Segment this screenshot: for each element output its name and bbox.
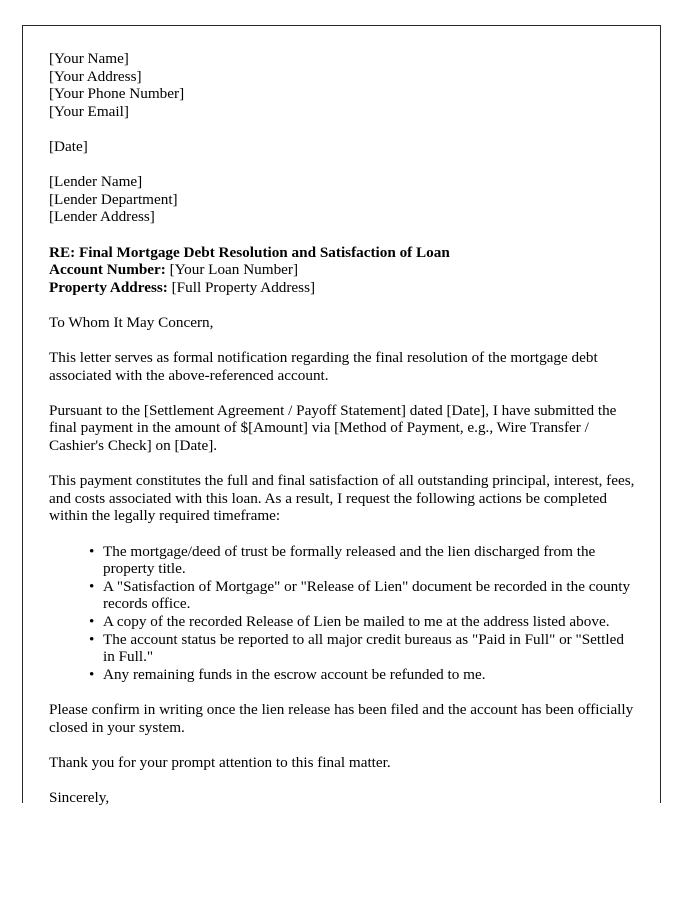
requested-actions-list xyxy=(49,543,635,684)
lender-address: [Lender Address] xyxy=(49,208,155,226)
intro-paragraph-block xyxy=(49,349,635,384)
satisfaction-paragraph: This payment constitutes the full and final satisfaction of all outstanding principal, interest, fees, and costs associated with this loan. As a result, I request the following actions be completed within the legally required timeframe: xyxy=(49,472,635,525)
re-text: Final Mortgage Debt Resolution and Satisfaction of Loan xyxy=(78,243,450,261)
closing-block xyxy=(49,789,635,807)
property-address-label: Property Address: xyxy=(49,278,168,296)
date-line: [Date] xyxy=(49,137,88,155)
confirm-paragraph: Please confirm in writing once the lien release has been filed and the account has been officially closed in your system. xyxy=(49,700,634,736)
account-number-line xyxy=(49,261,635,279)
sender-address: [Your Address] xyxy=(49,67,142,85)
list-item: • A copy of the recorded Release of Lien be mailed to me at the address listed above. xyxy=(89,613,635,631)
letter-page xyxy=(22,25,661,806)
list-item: • A "Satisfaction of Mortgage" or "Release of Lien" document be recorded in the county records office. xyxy=(89,578,635,613)
lender-name: [Lender Name] xyxy=(49,173,143,191)
sender-email: [Your Email] xyxy=(49,102,129,120)
letter-body xyxy=(49,50,635,807)
payment-paragraph: Pursuant to the [Settlement Agreement / Payoff Statement] dated [Date], I have submitted the final payment in the amount of $[Amount] via [Method of Payment, e.g., Wire Transfer / Cashier's Check] on [Date]. xyxy=(49,401,617,455)
thanks-paragraph: Thank you for your prompt attention to this final matter. xyxy=(49,753,391,771)
payment-paragraph-block xyxy=(49,402,635,455)
confirm-paragraph-block xyxy=(49,701,635,736)
thanks-paragraph-block xyxy=(49,754,635,772)
intro-paragraph: This letter serves as formal notification regarding the final resolution of the mortgage debt associated with the above-referenced account. xyxy=(49,349,598,384)
list-item: • Any remaining funds in the escrow account be refunded to me. xyxy=(89,666,635,684)
list-item: • The mortgage/deed of trust be formally released and the lien discharged from the property title. xyxy=(89,543,635,578)
requested-actions-block xyxy=(49,543,635,684)
salutation: To Whom It May Concern, xyxy=(49,313,214,331)
subject-block xyxy=(49,244,635,297)
list-item: • The account status be reported to all major credit bureaus as "Paid in Full" or "Settled in Full." xyxy=(89,631,635,666)
sender-address-block xyxy=(49,50,635,120)
re-label: RE: xyxy=(49,243,76,261)
account-number-label: Account Number: xyxy=(49,261,166,279)
date-block xyxy=(49,138,635,156)
sender-name: [Your Name] xyxy=(49,50,129,67)
closing-salutation: Sincerely, xyxy=(49,788,110,806)
account-number-value: [Your Loan Number] xyxy=(169,261,299,279)
property-address-value: [Full Property Address] xyxy=(171,278,316,296)
re-line xyxy=(49,244,635,262)
satisfaction-paragraph-block xyxy=(49,472,635,525)
recipient-address-block xyxy=(49,173,635,226)
property-address-line xyxy=(49,279,635,297)
salutation-block xyxy=(49,314,635,332)
sender-phone: [Your Phone Number] xyxy=(49,85,185,103)
lender-department: [Lender Department] xyxy=(49,190,178,208)
